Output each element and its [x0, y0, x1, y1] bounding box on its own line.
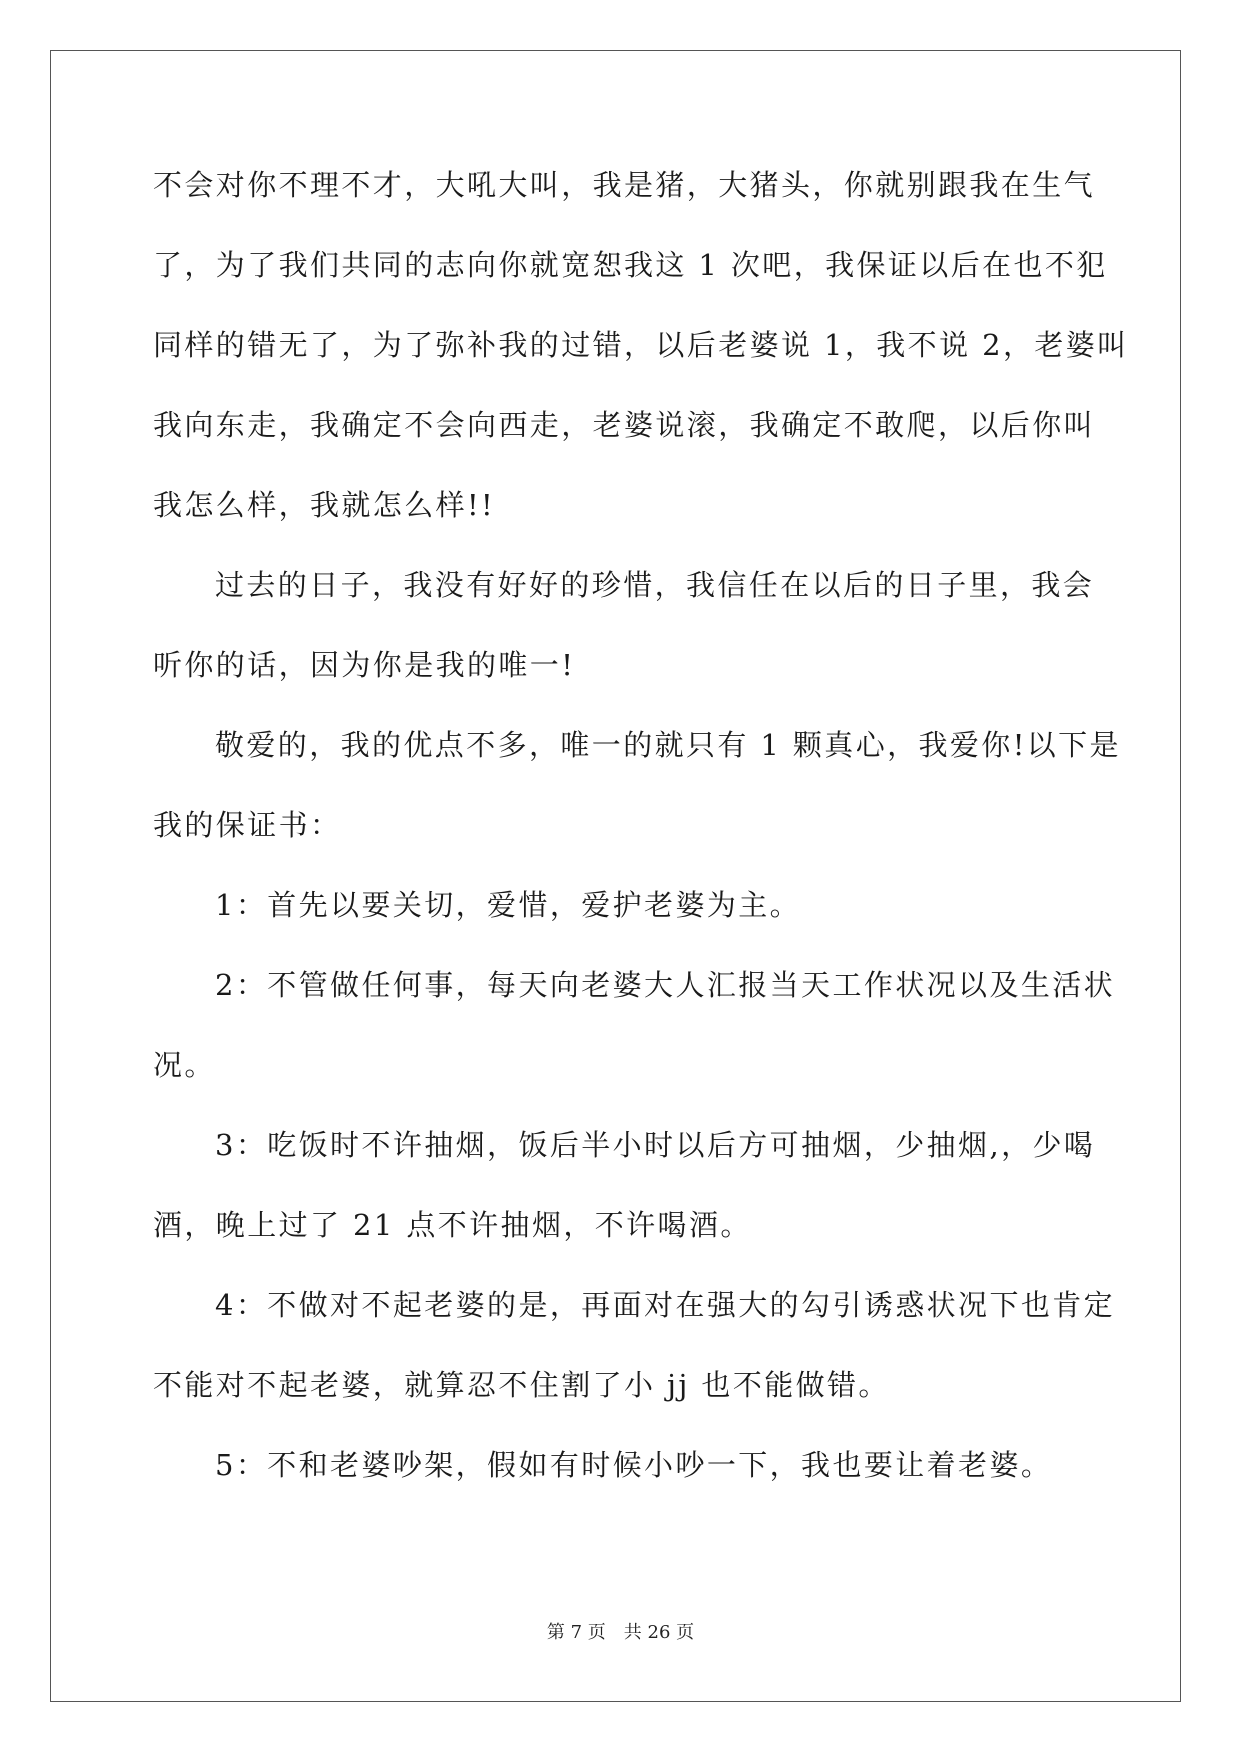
text-line-3: 同样的错无了，为了弥补我的过错，以后老婆说 1，我不说 2，老婆叫: [153, 328, 1129, 362]
text-line-2: 了，为了我们共同的志向你就宽恕我这 1 次吧，我保证以后在也不犯: [153, 248, 1108, 282]
text-line-5: 我怎么样，我就怎么样!!: [153, 488, 496, 522]
text-line-7: 听你的话，因为你是我的唯一!: [153, 648, 576, 682]
text-line-11: 2：不管做任何事，每天向老婆大人汇报当天工作状况以及生活状: [215, 968, 1116, 1002]
text-line-12: 况。: [153, 1048, 216, 1082]
text-line-1: 不会对你不理不才，大吼大叫，我是猪，大猪头，你就别跟我在生气: [153, 168, 1096, 202]
text-line-9: 我的保证书：: [153, 808, 342, 842]
text-line-6: 过去的日子，我没有好好的珍惜，我信任在以后的日子里，我会: [215, 568, 1095, 602]
page-number-footer: 第 7 页 共 26 页: [546, 1622, 695, 1643]
text-line-10: 1：首先以要关切，爱惜，爱护老婆为主。: [215, 888, 802, 922]
text-line-16: 不能对不起老婆，就算忍不住割了小 jj 也不能做错。: [153, 1368, 890, 1402]
text-line-14: 酒，晚上过了 21 点不许抽烟，不许喝酒。: [153, 1208, 752, 1242]
document-body: [153, 165, 1129, 1525]
text-line-4: 我向东走，我确定不会向西走，老婆说滚，我确定不敢爬，以后你叫: [153, 408, 1096, 442]
text-line-17: 5：不和老婆吵架，假如有时候小吵一下，我也要让着老婆。: [215, 1448, 1053, 1482]
text-line-15: 4：不做对不起老婆的是，再面对在强大的勾引诱惑状况下也肯定: [215, 1288, 1116, 1322]
text-line-13: 3：吃饭时不许抽烟，饭后半小时以后方可抽烟，少抽烟,，少喝: [215, 1128, 1096, 1162]
text-line-8: 敬爱的，我的优点不多，唯一的就只有 1 颗真心，我爱你!以下是: [215, 728, 1121, 762]
